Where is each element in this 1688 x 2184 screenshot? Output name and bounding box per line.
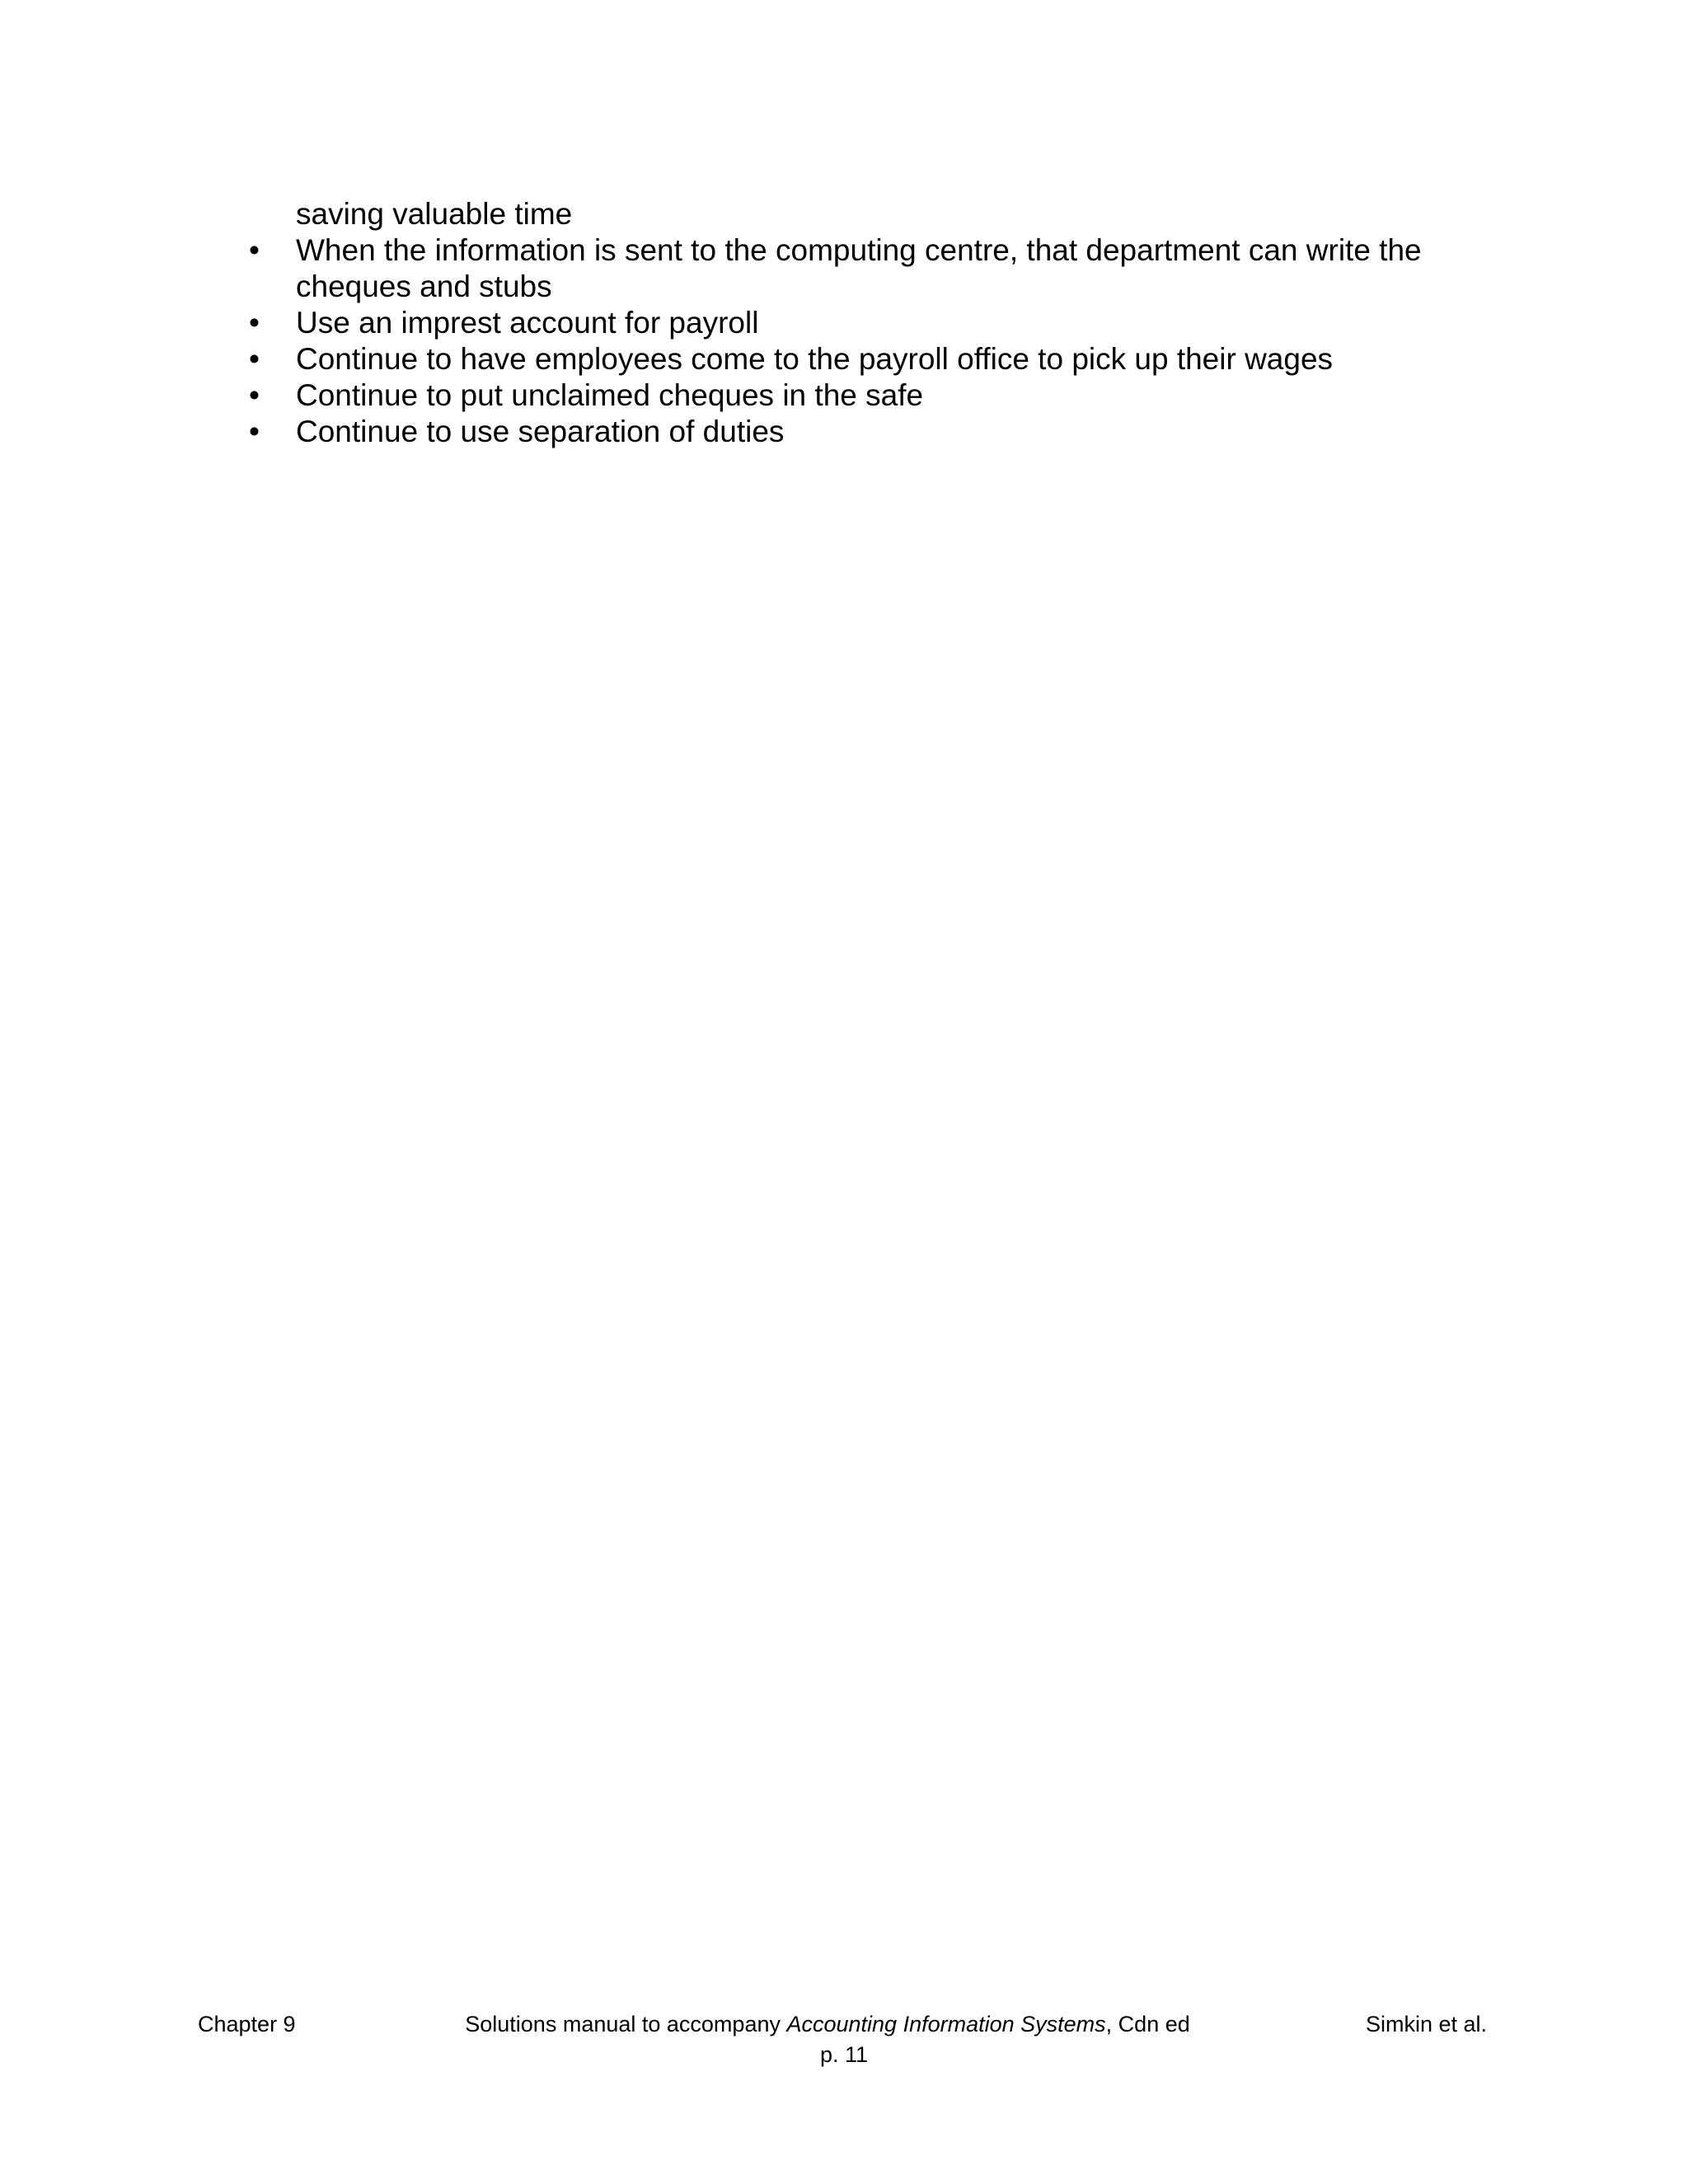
list-item-text: When the information is sent to the computing centre, that department can write the cheques and stubs	[296, 233, 1422, 303]
list-item-text: Use an imprest account for payroll	[296, 306, 759, 340]
document-body	[241, 196, 1527, 450]
list-item	[241, 341, 1527, 377]
list-item-text: Continue to put unclaimed cheques in the safe	[296, 378, 924, 412]
bullet-icon: •	[249, 233, 260, 267]
list-item-text: Continue to have employees come to the payroll office to pick up their wages	[296, 342, 1334, 376]
list-item-text: Continue to use separation of duties	[296, 415, 785, 448]
bullet-icon: •	[249, 415, 260, 448]
bullet-icon: •	[249, 342, 260, 376]
footer-author: Simkin et al.	[1366, 2012, 1488, 2036]
footer-title-book: Accounting Information Systems	[786, 2012, 1106, 2036]
bullet-icon: •	[249, 378, 260, 412]
page-number: p. 11	[819, 2042, 869, 2067]
list-item	[241, 232, 1527, 305]
bullet-list	[241, 232, 1527, 450]
list-item	[241, 414, 1527, 450]
continuation-text: saving valuable time	[296, 197, 573, 231]
bullet-icon: •	[249, 306, 260, 340]
list-item	[241, 305, 1527, 341]
list-item	[241, 377, 1527, 414]
footer-title-prefix: Solutions manual to accompany	[465, 2012, 787, 2036]
footer-title-suffix: , Cdn ed	[1105, 2012, 1190, 2036]
footer-chapter: Chapter 9	[198, 2012, 296, 2036]
